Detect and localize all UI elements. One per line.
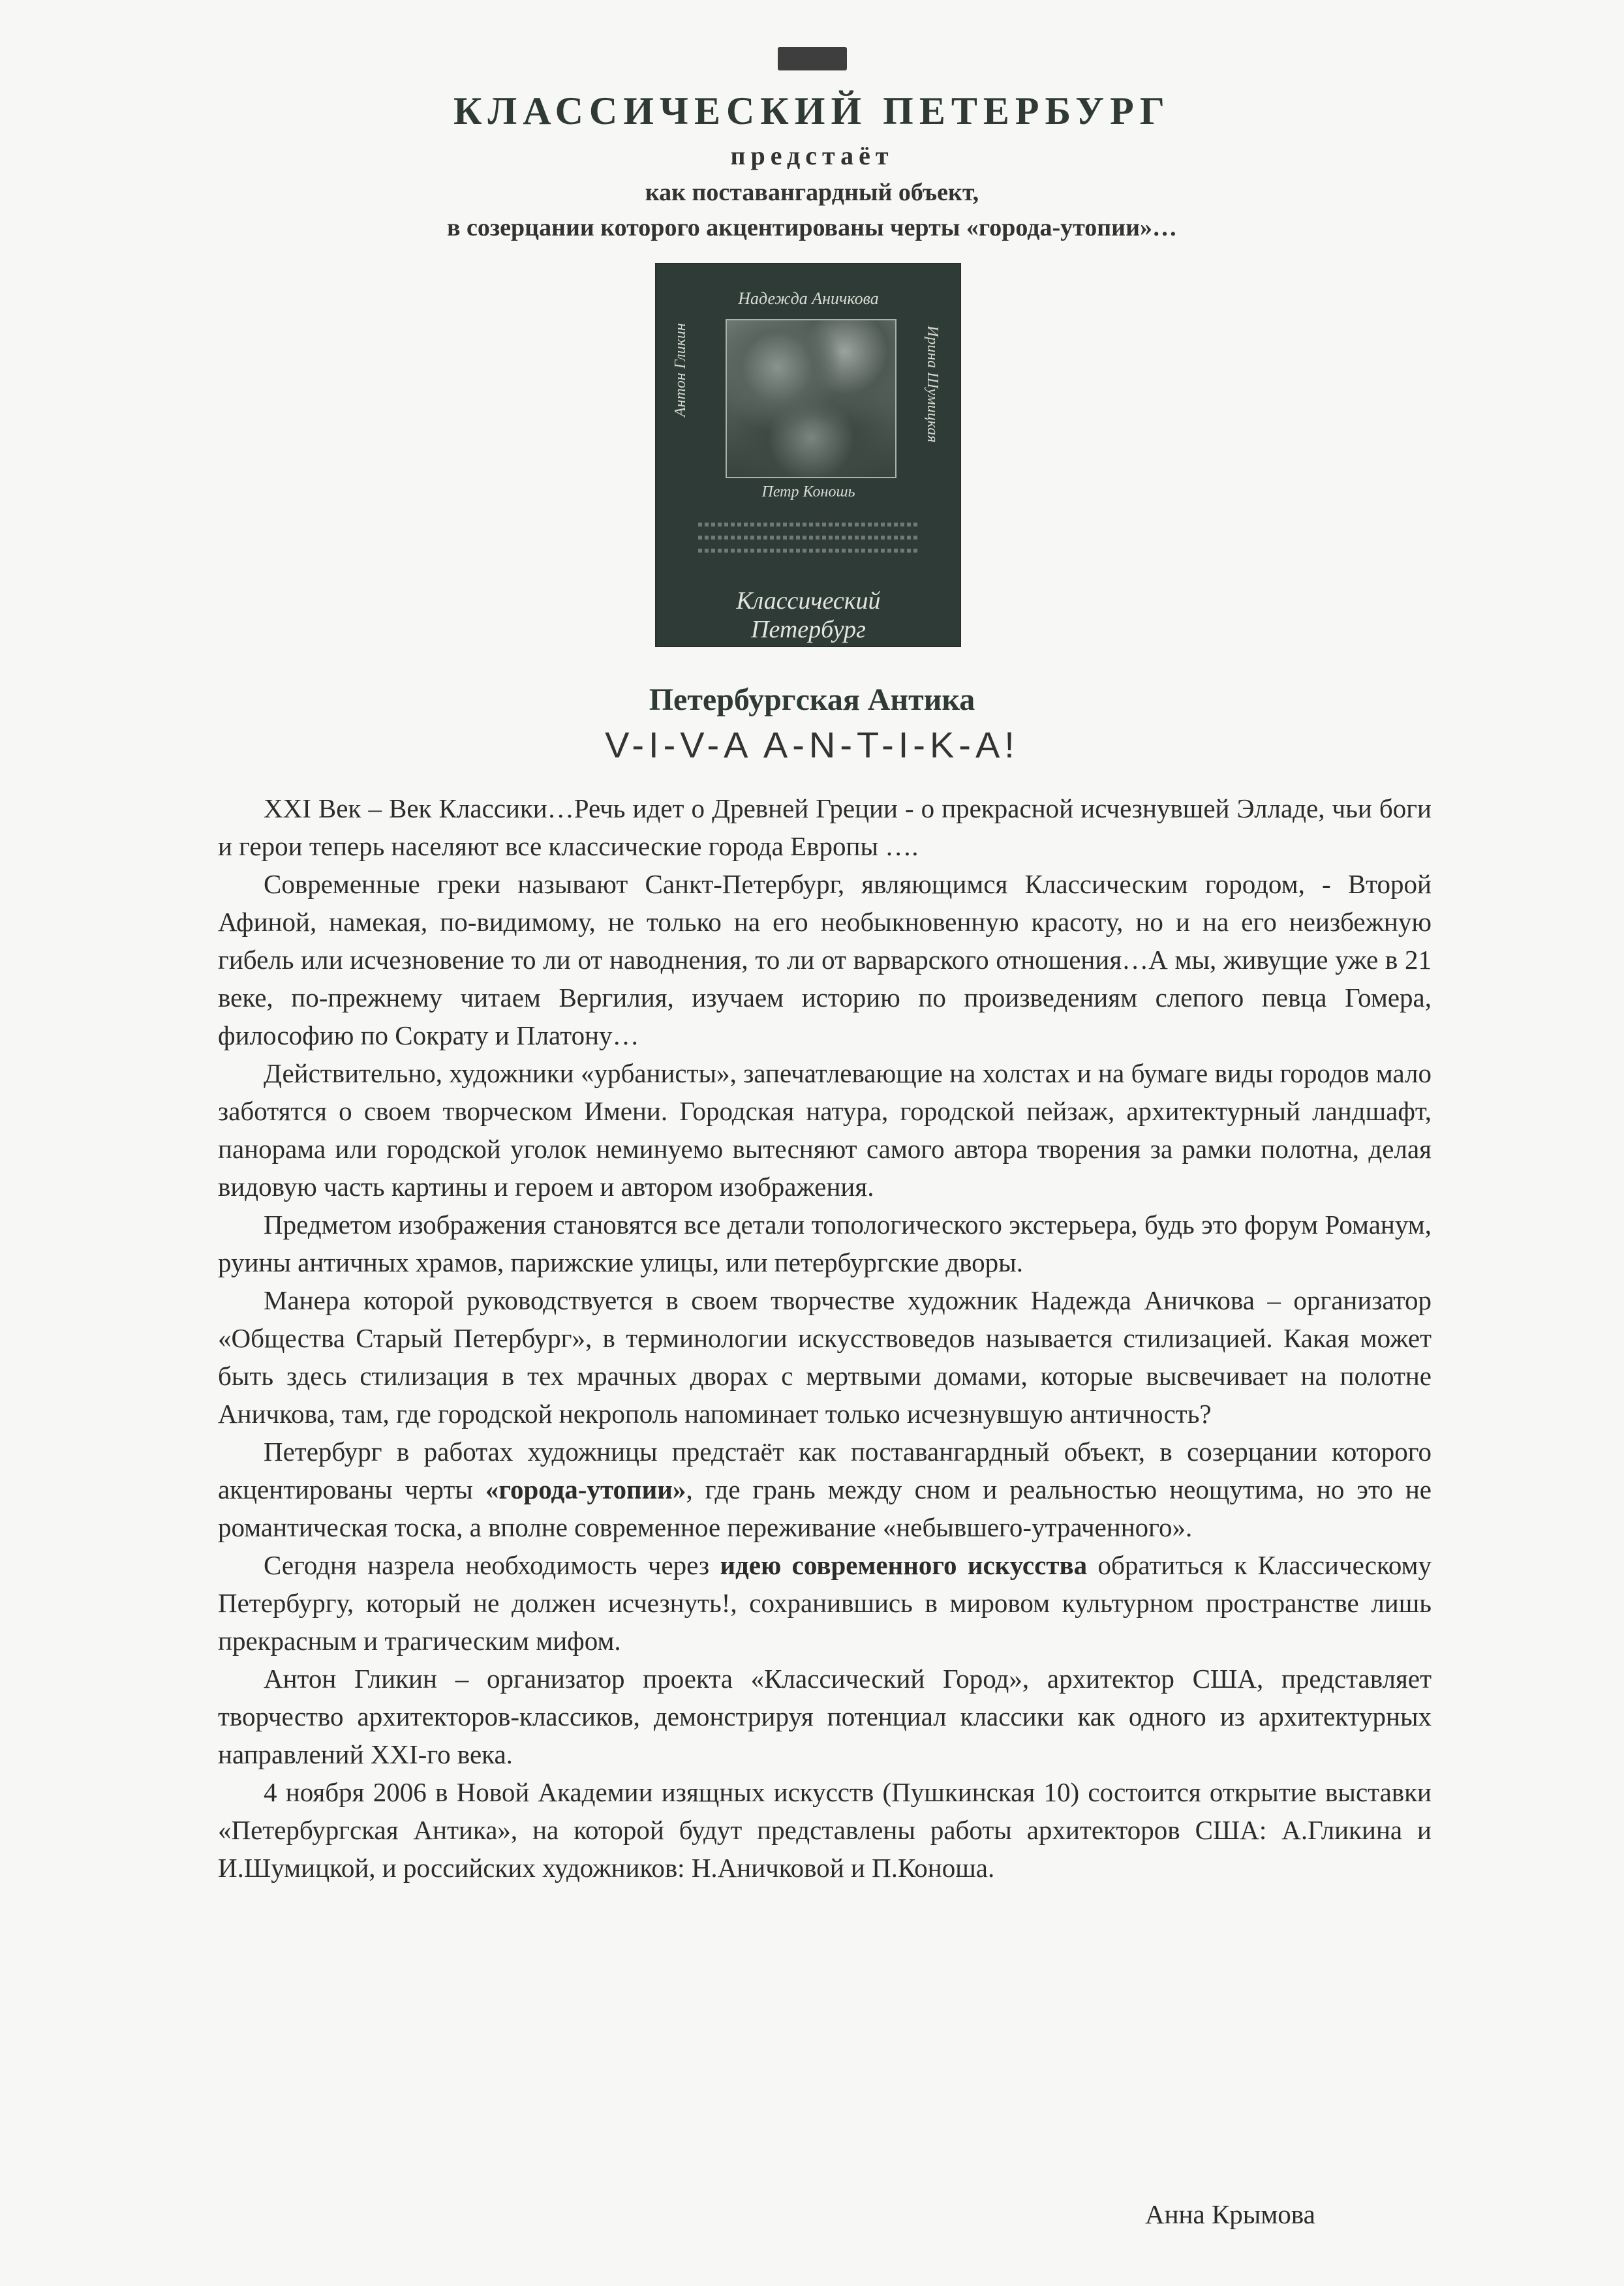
cover-author-bottom: Петр Коношь (761, 483, 855, 500)
paragraph-6-part-a: Петербург в работах художницы предстаёт как поставангардный объект, в созерцании которого акцентированы черты (218, 1437, 1432, 1504)
paragraph-7-emphasis: идею современного искусства (720, 1550, 1088, 1580)
cover-photo (726, 319, 896, 478)
page-subtitle-line3: в созерцании которого акцентированы черты «города-утопии»… (447, 214, 1177, 241)
page-subtitle-line2: как поставангардный объект, (645, 179, 979, 206)
cover-author-top: Надежда Аничкова (738, 289, 879, 308)
paragraph-6 (218, 1433, 1432, 1546)
cover-fine-text-line (698, 536, 919, 540)
paragraph-9: 4 ноября 2006 в Новой Академии изящных искусств (Пушкинская 10) состоится открытие выставки «Петербургская Антика», на которой будут представлены работы архитекторов США: А.Гликина и И.Шумицкой, и российских художников: Н.Аничковой и П.Коноша. (218, 1777, 1432, 1883)
signature: Анна Крымова (1145, 2199, 1315, 2229)
paragraph-6-part-c: , где грань между сном и реальностью неощутима, но это не романтическая тоска, а вполне современное переживание «небывшего-утраченного». (218, 1474, 1432, 1542)
page-title: КЛАССИЧЕСКИЙ ПЕТЕРБУРГ (453, 89, 1171, 132)
book-cover-image (656, 264, 960, 646)
cover-fine-text-line (698, 549, 919, 553)
header (0, 85, 1624, 245)
page-subtitle: предстаёт (730, 141, 894, 170)
paragraph-7-part-c: обратиться к Классическому Петербургу, который не должен исчезнуть!, сохранившись в мировом культурном пространстве лишь прекрасным и трагическим мифом. (218, 1550, 1432, 1656)
paragraph-1: XXI Век – Век Классики…Речь идет о Древней Греции - о прекрасной исчезнувшей Элладе, чьи боги и герои теперь населяют все классические города Европы …. (218, 793, 1432, 861)
cover-title: Классический Петербург (736, 587, 881, 643)
paragraph-5: Манера которой руководствуется в своем творчестве художник Надежда Аничкова – организатор «Общества Старый Петербург», в терминологии искусствоведов называется стилизацией. Какая может быть здесь стилизация в тех мрачных дворах с мертвыми домами, которые высвечивает на полотне Аничкова, там, где городской некрополь напоминает только исчезнувшую античность? (218, 1285, 1432, 1429)
cover-author-right: Ирина Шумицкая (924, 326, 941, 443)
paragraph-6-emphasis: «города-утопии» (485, 1474, 686, 1504)
paragraph-3: Действительно, художники «урбанисты», запечатлевающие на холстах и на бумаге виды городов мало заботятся о своем творческом Имени. Городская натура, городской пейзаж, архитектурный ландшафт, панорама или городской уголок неминуемо вытесняют самого автора творения за рамки полотна, делая видовую часть картины и героем и автором изображения. (218, 1058, 1432, 1202)
section-motto: V-I-V-A A-N-T-I-K-A! (605, 724, 1019, 765)
article-body (218, 789, 1432, 1887)
paragraph-8: Антон Гликин – организатор проекта «Классический Город», архитектор США, представляет творчество архитекторов-классиков, демонстрируя потенциал классики как одного из архитектурных направлений XXI-го века. (218, 1664, 1432, 1769)
book-cover-inner (672, 280, 941, 643)
section-heading (0, 678, 1624, 769)
paragraph-7 (218, 1546, 1432, 1660)
cover-author-left: Антон Гликин (672, 323, 689, 417)
paragraph-2: Современные греки называют Санкт-Петербург, являющимся Классическим городом, - Второй Афиной, намекая, по-видимому, не только на его необыкновенную красоту, но и на его неизбежную гибель или исчезновение то ли от наводнения, то ли от варварского отношения…А мы, живущие уже в 21 веке, по-прежнему читаем Вергилия, изучаем историю по произведениям слепого певца Гомера, философию по Сократу и Платону… (218, 869, 1432, 1050)
section-title: Петербургская Антика (649, 682, 975, 717)
paragraph-4: Предметом изображения становятся все детали топологического экстерьера, будь это форум Романум, руины античных храмов, парижские улицы, или петербургские дворы. (218, 1210, 1432, 1277)
paragraph-7-part-a: Сегодня назрела необходимость через (264, 1550, 720, 1580)
top-label-box (778, 47, 847, 70)
cover-fine-text-line (698, 523, 919, 526)
